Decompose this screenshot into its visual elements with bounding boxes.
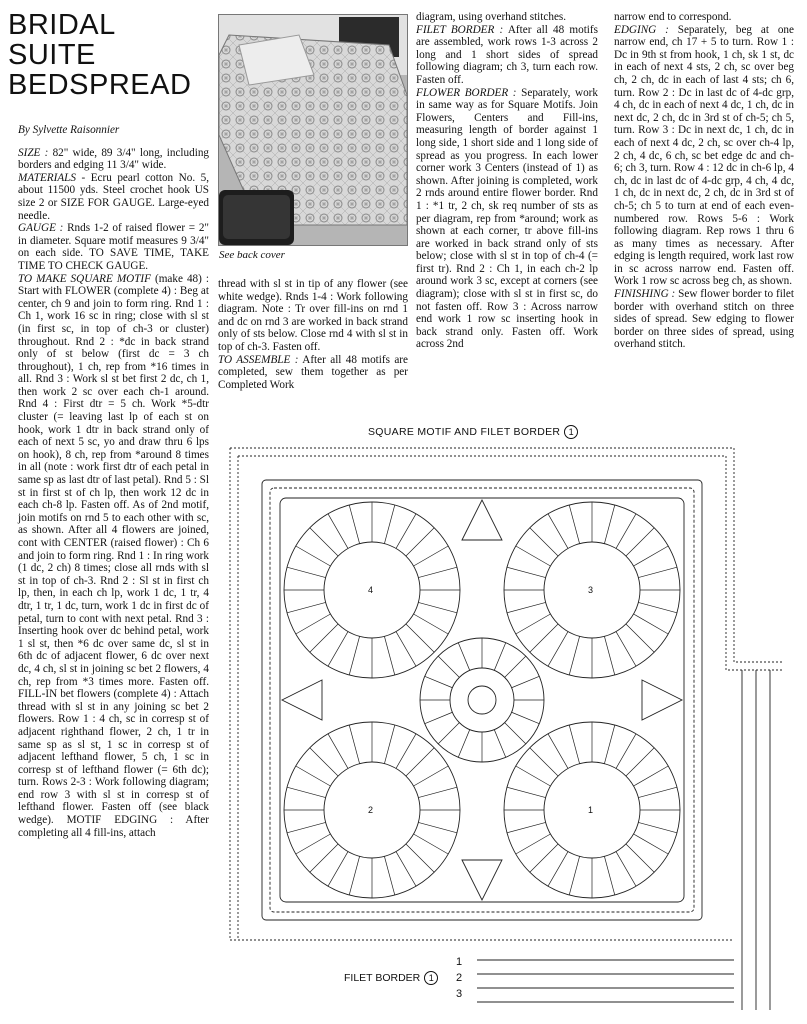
paragraph: [416, 11, 598, 24]
bedspread-photo: [218, 14, 408, 246]
stitch-line: [626, 624, 654, 652]
stitch-line: [328, 514, 348, 549]
diagram-title-text: SQUARE MOTIF AND FILET BORDER: [368, 426, 561, 438]
stitch-line: [310, 624, 338, 652]
section-heading: TO ASSEMBLE :: [218, 353, 299, 366]
section-heading: FLOWER BORDER :: [416, 86, 517, 99]
stitch-line: [548, 632, 568, 667]
paragraph: [614, 11, 794, 24]
paragraph: [416, 24, 598, 87]
stitch-line: [418, 822, 457, 832]
stitch-line: [328, 632, 348, 667]
stitch-line: [396, 514, 416, 549]
stitch-line: [569, 636, 579, 675]
stitch-line: [516, 614, 551, 634]
stitch-line: [530, 528, 558, 556]
stitch-line: [425, 676, 453, 687]
paragraph: [18, 147, 209, 172]
paragraph-text: Sew flower border to filet border with overhand stitch on three sides of spread. Sew edging to flower border on three sides of spread, using overhand stitch.: [614, 288, 794, 351]
stitch-line: [604, 856, 614, 895]
filet-row-label: 3: [456, 988, 463, 1000]
stitch-line: [604, 505, 614, 544]
paragraph: [416, 87, 598, 351]
stitch-line: [438, 656, 459, 677]
paragraph-text: After all 48 motifs are completed, sew them together as per Completed Work: [218, 353, 409, 391]
paragraph-text: 82" wide, 89 3/4" long, including borders and edging 11 3/4" wide.: [18, 146, 210, 172]
stitch-line: [512, 676, 540, 687]
section-heading: SIZE :: [18, 146, 49, 159]
paragraph: [18, 172, 209, 222]
stitch-line: [494, 643, 505, 671]
stitch-line: [406, 748, 434, 776]
stitch-line: [530, 748, 558, 776]
stitch-line: [406, 844, 434, 872]
stitch-line: [425, 712, 453, 723]
title-line-1: BRIDAL: [8, 9, 116, 41]
stitch-line: [287, 567, 326, 577]
stitch-line: [310, 748, 338, 776]
stitch-line: [396, 852, 416, 887]
stitch-line: [296, 546, 331, 566]
paragraph: [614, 24, 794, 288]
stitch-line: [604, 636, 614, 675]
column-3: [416, 11, 598, 351]
stitch-line: [406, 624, 434, 652]
filet-border-number: 1: [424, 971, 438, 985]
crochet-diagram: [222, 440, 782, 1020]
paragraph-text: Separately, work in same way as for Square Motifs. Join Flowers, Centers and Fill-ins, measuring length of border against 1 long side, 1 short side and 1 long side of spread as you progress. In each lower corner work 3 Centers (instead of 1) as shown. After joining is completed, work 2 rnds around entire flower border. Rnd 1 : *1 tr, 2 ch, sk req number of sts as per diagram, rep from *around; work as shown at each corner, tr above fill-ins are worked in back strand only of sts below; close with sl st in top of ch-4 (= first tr). Rnd 2 : Ch 1, in each ch-2 lp around work 3 sc, except at corners (see diagram); close with sl st in first sc, do not fasten off. Row 3 : Across narrow end work 1 row sc inserting hook in back strand only. Fasten off. Work across 2nd: [416, 86, 598, 351]
stitch-line: [548, 514, 568, 549]
flower-number: 4: [368, 585, 374, 595]
stitch-line: [516, 834, 551, 854]
paragraph: [218, 278, 408, 354]
stitch-line: [418, 602, 457, 612]
stitch-line: [310, 528, 338, 556]
filet-border-text: FILET BORDER: [344, 972, 421, 984]
stitch-line: [438, 723, 459, 744]
page-title: [8, 10, 200, 100]
paragraph: [614, 288, 794, 351]
paragraph-text: Separately, beg at one narrow end, ch 17 + 5 to turn. Row 1 : Dc in 9th st from hook, 1 ch, sk 1 st, dc in each of next 4 sts, 2 ch, sc over beg ch, 2 ch, dc in each of last 4 sts; ch 6, turn. Row 2 : Dc in last dc of 4-dc grp, 4 ch, dc in each of next 4 dc, 1 ch, dc in next dc, 2 ch, dc in 3rd st of ch-5; ch 5, turn. Row 3 : Dc in next dc, 1 ch, dc in each of next 4 dc, 2 ch, sc over ch-4 lp, 2 ch, 4 dc, 6 ch, sc bet edge dc and ch-6; ch 3, turn. Row 4 : 12 dc in ch-6 lp, 4 ch, dc in last dc of 4-dc grp, 4 ch, 4 dc, 1 ch, dc in next dc, 2 ch, dc in 3rd st of ch-5; ch 5 to turn at end of each even-numbered row. Rows 5-6 : Work following diagram. Rep rows 1 thru 6 as many times as necessary. After edging is length required, work last row in sc across narrow end. Fasten off. Work 1 row sc across beg ch, as shown.: [614, 23, 794, 288]
section-heading: TO MAKE SQUARE MOTIF: [18, 272, 151, 285]
stitch-line: [616, 734, 636, 769]
filet-border-label: [344, 971, 438, 985]
stitch-line: [638, 787, 677, 797]
stitch-line: [516, 766, 551, 786]
column-1: [18, 124, 209, 839]
stitch-line: [349, 505, 359, 544]
stitch-line: [414, 546, 449, 566]
byline: By Sylvette Raisonnier: [18, 124, 120, 136]
flower-number: 1: [588, 805, 594, 815]
stitch-line: [548, 852, 568, 887]
stitch-line: [296, 614, 331, 634]
paragraph: [18, 222, 209, 272]
stitch-line: [616, 632, 636, 667]
paragraph-text: Rnds 1-2 of raised flower = 2" in diameter. Square motif measures 9 3/4" on each side. TO SAVE TIME, TAKE TIME TO CHECK GAUGE.: [18, 222, 209, 272]
filet-row-label: 2: [456, 972, 463, 984]
column-2: [218, 278, 408, 391]
stitch-line: [287, 822, 326, 832]
stitch-line: [512, 712, 540, 723]
stitch-line: [396, 734, 416, 769]
diagram-title: [368, 425, 578, 439]
diagram-title-number: 1: [564, 425, 578, 439]
column-4: [614, 11, 794, 351]
stitch-line: [569, 725, 579, 764]
stitch-line: [296, 766, 331, 786]
photo-caption: See back cover: [219, 249, 285, 261]
stitch-line: [634, 614, 669, 634]
paragraph: [18, 273, 209, 840]
stitch-line: [384, 505, 394, 544]
stitch-line: [616, 514, 636, 549]
stitch-line: [328, 734, 348, 769]
stitch-line: [505, 656, 526, 677]
stitch-line: [634, 546, 669, 566]
title-line-2: SUITE: [8, 39, 96, 71]
paragraph: [218, 354, 408, 392]
stitch-line: [310, 844, 338, 872]
stitch-line: [616, 852, 636, 887]
stitch-line: [507, 602, 546, 612]
stitch-line: [414, 614, 449, 634]
section-heading: GAUGE :: [18, 222, 64, 235]
stitch-line: [507, 567, 546, 577]
paragraph-text: After all 48 motifs are assembled, work rows 1-3 across 2 long and 1 short sides of spread following diagram; ch 3, turn each row. Fasten off.: [416, 23, 598, 86]
flower-number: 2: [368, 805, 374, 815]
stitch-line: [296, 834, 331, 854]
stitch-line: [458, 730, 469, 758]
stitch-line: [418, 567, 457, 577]
stitch-line: [548, 734, 568, 769]
stitch-line: [349, 856, 359, 895]
stitch-line: [287, 602, 326, 612]
paragraph-text: diagram, using overhand stitches.: [416, 11, 567, 23]
stitch-line: [626, 748, 654, 776]
stitch-line: [458, 643, 469, 671]
stitch-line: [507, 787, 546, 797]
stitch-line: [634, 834, 669, 854]
filet-row-label: 1: [456, 956, 463, 968]
stitch-line: [414, 834, 449, 854]
stitch-line: [507, 822, 546, 832]
stitch-line: [384, 856, 394, 895]
paragraph-text: (make 48) : Start with FLOWER (complete 4) : Beg at center, ch 9 and join to form ring. Rnd 1 : Ch 1, work 16 sc in ring; close with sl st (in first sc, in top of ch-3 or cluster) throughout. Rnd 2 : *dc in back strand only of st below (first dc = 3 ch throughout), 1 ch, rep from *16 times in all. Rnd 3 : Work sl st bet first 2 dc, ch 1, then work 2 sc over each ch-1 around. Rnd 4 : First dtr = 5 ch. Work *5-dtr cluster (= leaving last lp of each st on hook, work 1 dtr in back strand only of each of next 5 sc, yo and draw thru 6 lps on hook), 8 ch, rep from *around 8 times in all (note : work first dtr of each petal in same sp as last dtr of last petal). Rnd 5 : Sl st in first st of ch lp, then work 12 dc in each ch-8 lp. Fasten off. As of 2nd motif, join motifs on rnd 5 to each other with sc, as shown. After all 4 flowers are joined, cont with CENTER (raised flower) : Ch 6 and join to form ring. Rnd 1 : In ring work (1 dc, 2 ch) 8 times; close all rnds with sl st in top of ch-3. Rnd 2 : Sl st in first ch lp, then, in each ch lp, work 1 dc, 1 tr, 4 dtr, 1 tr, 1 dc, turn, work 1 dc in first dc of petal, turn to cont with next petal. Rnd 3 : Inserting hook over dc behind petal, work 1 sl st, then *6 dc over same dc, sl st in 6th dc of adjacent flower, 6 dc over next dc, 4 ch, sl st in joining sc bet 2 flowers, 4 ch, rep from *3 times more. Fasten off. FILL-IN bet flowers (complete 4) : Attach thread with sl st in any joining sc bet 2 flowers. Row 1 : 4 ch, sc in corresp st of adjacent righthand flower, 2 ch, 1 tr in same sp as sl st, 1 sc in corresp st of adjacent lefthand flower, 5 ch, 1 sc in corresp st of lefthand flower (= 6th dc); turn. Rows 2-3 : Work following diagram; end row 3 with sl st in corresp st of lefthand flower. Fasten off (see black wedge). MOTIF EDGING : After completing all 4 fill-ins, attach: [18, 272, 209, 839]
stitch-line: [530, 844, 558, 872]
title-line-3: BEDSPREAD: [8, 69, 192, 101]
stitch-line: [406, 528, 434, 556]
paragraph-text: - Ecru pearl cotton No. 5, about 11500 yds. Steel crochet hook US size 2 or SIZE FOR GAUGE. Large-eyed needle.: [18, 171, 209, 222]
stitch-line: [384, 725, 394, 764]
stitch-line: [604, 725, 614, 764]
stitch-line: [494, 730, 505, 758]
section-heading: FINISHING :: [614, 288, 676, 301]
stitch-line: [638, 602, 677, 612]
stitch-line: [638, 822, 677, 832]
stitch-line: [569, 505, 579, 544]
stitch-line: [569, 856, 579, 895]
section-heading: MATERIALS: [18, 171, 77, 184]
stitch-line: [396, 632, 416, 667]
stitch-line: [414, 766, 449, 786]
stitch-line: [418, 787, 457, 797]
flower-number: 3: [588, 585, 594, 595]
stitch-line: [384, 636, 394, 675]
bedspread-photo-illustration: [219, 15, 407, 245]
paragraph-text: thread with sl st in tip of any flower (see white wedge). Rnds 1-4 : Work following diagram. Note : Tr over fill-ins on rnd 1 and dc on rnd 3 are worked in back strand only of sts below. Close rnd 4 with sl st in top of ch-3. Fasten off.: [218, 278, 408, 353]
section-heading: EDGING :: [614, 23, 669, 36]
stitch-line: [505, 723, 526, 744]
stitch-line: [634, 766, 669, 786]
stitch-line: [328, 852, 348, 887]
stitch-line: [530, 624, 558, 652]
stitch-line: [638, 567, 677, 577]
paragraph-text: narrow end to correspond.: [614, 11, 732, 23]
section-heading: FILET BORDER :: [416, 23, 504, 36]
stitch-line: [626, 844, 654, 872]
stitch-line: [516, 546, 551, 566]
stitch-line: [349, 636, 359, 675]
stitch-line: [287, 787, 326, 797]
stitch-line: [349, 725, 359, 764]
stitch-line: [626, 528, 654, 556]
